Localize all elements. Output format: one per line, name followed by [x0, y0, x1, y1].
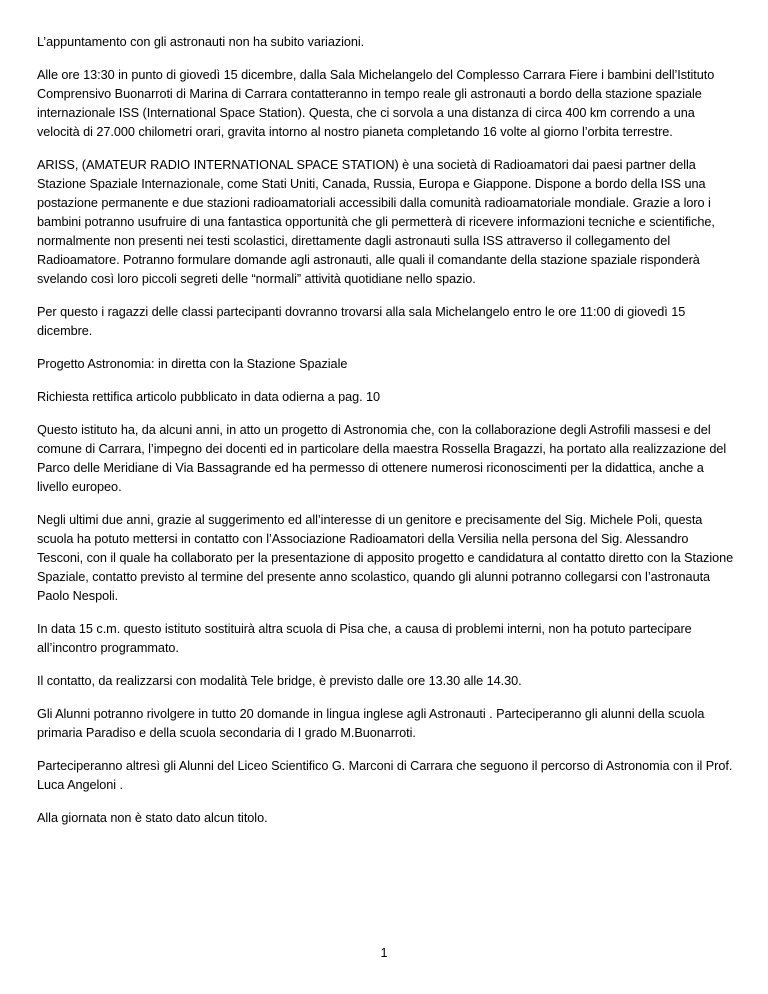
- paragraph-radio-association: Negli ultimi due anni, grazie al suggerimento ed all’interesse di un genitore e precisamente del Sig. Michele Poli, questa scuola ha potuto mettersi in contatto con l’Associazione Radioamatori della Versilia nella persona del Sig. Alessandro Tesconi, con il quale ha collaborato per la presentazione di apposito progetto e candidatura al contatto diretto con la Stazione Spaziale, contatto previsto al termine del presente anno scolastico, quando gli alunni potranno collegarsi con l’astronauta Paolo Nespoli.: [37, 513, 734, 603]
- paragraph-pisa-replacement: In data 15 c.m. questo istituto sostituirà altra scuola di Pisa che, a causa di problemi interni, non ha potuto partecipare all’incontro programmato.: [37, 622, 692, 655]
- paragraph-liceo-participation: Parteciperanno altresì gli Alunni del Liceo Scientifico G. Marconi di Carrara che seguono il percorso di Astronomia con il Prof. Luca Angeloni .: [37, 759, 733, 792]
- page-number: 1: [380, 946, 388, 960]
- paragraph-ariss-description: ARISS, (AMATEUR RADIO INTERNATIONAL SPACE STATION) è una società di Radioamatori dai paesi partner della Stazione Spaziale Internazionale, come Stati Uniti, Canada, Russia, Europa e Giappone. Dispone a bordo della ISS una postazione permanente e due stazioni radioamatoriali accessibili dalla comunità radioamatoriale mondiale. Grazie a loro i bambini potranno usufruire di una fantastica opportunità che gli permetterà di ricevere informazioni tecniche e scientifiche, normalmente non presenti nei testi scolastici, direttamente dagli astronauti sulla ISS attraverso il collegamento del Radioamatore. Potranno formulare domande agli astronauti, alle quali il comandante della stazione spaziale risponderà svelando così loro piccoli segreti delle “normali” attività quotidiane nello spazio.: [37, 158, 715, 286]
- paragraph-meeting-time: Per questo i ragazzi delle classi partecipanti dovranno trovarsi alla sala Michelangelo entro le ore 11:00 di giovedì 15 dicembre.: [37, 305, 686, 338]
- paragraph-astronomy-project: Questo istituto ha, da alcuni anni, in atto un progetto di Astronomia che, con la collaborazione degli Astrofili massesi e del comune di Carrara, l’impegno dei docenti ed in particolare della maestra Rossella Bragazzi, ha portato alla realizzazione del Parco delle Meridiane di Via Bassagrande ed ha permesso di ottenere numerosi riconoscimenti per la didattica, anche a livello europeo.: [37, 423, 727, 494]
- paragraph-no-title: Alla giornata non è stato dato alcun titolo.: [37, 811, 268, 825]
- paragraph-project-title: Progetto Astronomia: in diretta con la Stazione Spaziale: [37, 357, 348, 371]
- paragraph-questions-count: Gli Alunni potranno rivolgere in tutto 20 domande in lingua inglese agli Astronauti . Parteciperanno gli alunni della scuola primaria Paradiso e della scuola secondaria di I grado M.Buonarroti.: [37, 707, 705, 740]
- paragraph-correction-request: Richiesta rettifica articolo pubblicato in data odierna a pag. 10: [37, 390, 381, 404]
- document-body: [37, 33, 737, 842]
- paragraph-contact-schedule: Alle ore 13:30 in punto di giovedì 15 dicembre, dalla Sala Michelangelo del Complesso Carrara Fiere i bambini dell’Istituto Comprensivo Buonarroti di Marina di Carrara contatteranno in tempo reale gli astronauti a bordo della stazione spaziale internazionale ISS (International Space Station). Questa, che ci sorvola a una distanza di circa 400 km correndo a una velocità di 27.000 chilometri orari, gravita intorno al nostro pianeta completando 16 volte al giorno l’orbita terrestre.: [37, 68, 715, 139]
- paragraph-appointment-unchanged: L’appuntamento con gli astronauti non ha subito variazioni.: [37, 35, 365, 49]
- paragraph-telebridge-time: Il contatto, da realizzarsi con modalità Tele bridge, è previsto dalle ore 13.30 alle 14.30.: [37, 674, 522, 688]
